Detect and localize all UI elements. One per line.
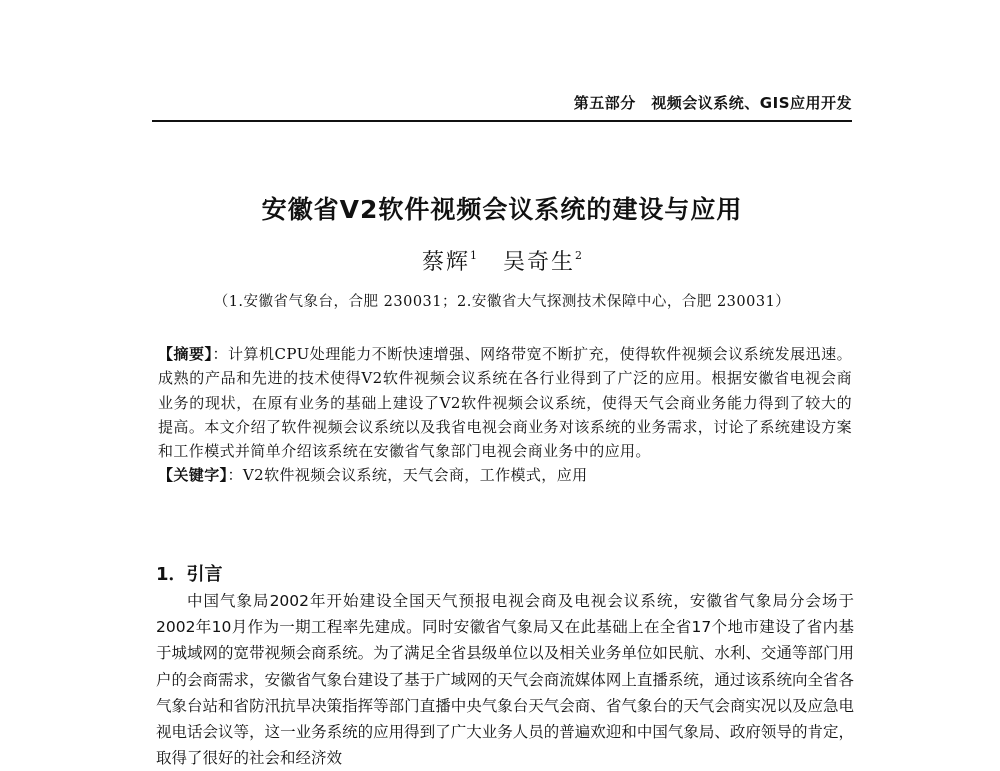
keywords-paragraph (158, 463, 852, 487)
author-affil-mark: 2 (575, 249, 583, 262)
section-heading: 1．引言 (156, 564, 223, 585)
abstract-label: 【摘要】 (158, 345, 213, 363)
author-affil-mark: 1 (470, 249, 477, 262)
abstract-text: ：计算机CPU处理能力不断快速增强、网络带宽不断扩充，使得软件视频会议系统发展迅速。成熟的产品和先进的技术使得V2软件视频会议系统在各行业得到了广泛的应用。根据安徽省电视会商业务的现状，在原有业务的基础上建设了V2软件视频会议系统，使得天气会商业务能力得到了较大的提高。本文介绍了软件视频会议系统以及我省电视会商业务对该系统的业务需求，讨论了系统建设方案和工作模式并简单介绍该系统在安徽省气象部门电视会商业务中的应用。 (158, 345, 852, 461)
affiliation: （1.安徽省气象台，合肥 230031；2.安徽省大气探测技术保障中心，合肥 230031） (213, 294, 791, 310)
abstract-paragraph (158, 342, 852, 463)
running-head: 第五部分 视频会议系统、GIS应用开发 (573, 94, 852, 112)
header-rule (152, 120, 852, 122)
author-name: 蔡辉 (421, 250, 470, 275)
author-line (152, 245, 852, 276)
author-name: 吴奇生 (503, 250, 576, 275)
paper-title: 安徽省V2软件视频会议系统的建设与应用 (261, 195, 743, 224)
abstract-block (158, 342, 852, 488)
keywords-label: 【关键字】 (158, 466, 228, 485)
intro-paragraph: 中国气象局2002年开始建设全国天气预报电视会商及电视会议系统，安徽省气象局分会场于2002年10月作为一期工程率先建成。同时安徽省气象局又在此基础上在全省17个地市建设了省内基于城域网的宽带视频会商系统。为了满足全省县级单位以及相关业务单位如民航、水利、交通等部门用户的会商需求，安徽省气象台建设了基于广域网的天气会商流媒体网上直播系统，通过该系统向全省各气象台站和省防汛抗旱决策指挥等部门直播中央气象台天气会商、省气象台的天气会商实况以及应急电视电话会议等，这一业务系统的应用得到了广大业务人员的普遍欢迎和中国气象局、政府领导的肯定，取得了很好的社会和经济效 (156, 592, 854, 768)
keywords-text: ：V2软件视频会议系统，天气会商，工作模式，应用 (227, 466, 588, 485)
